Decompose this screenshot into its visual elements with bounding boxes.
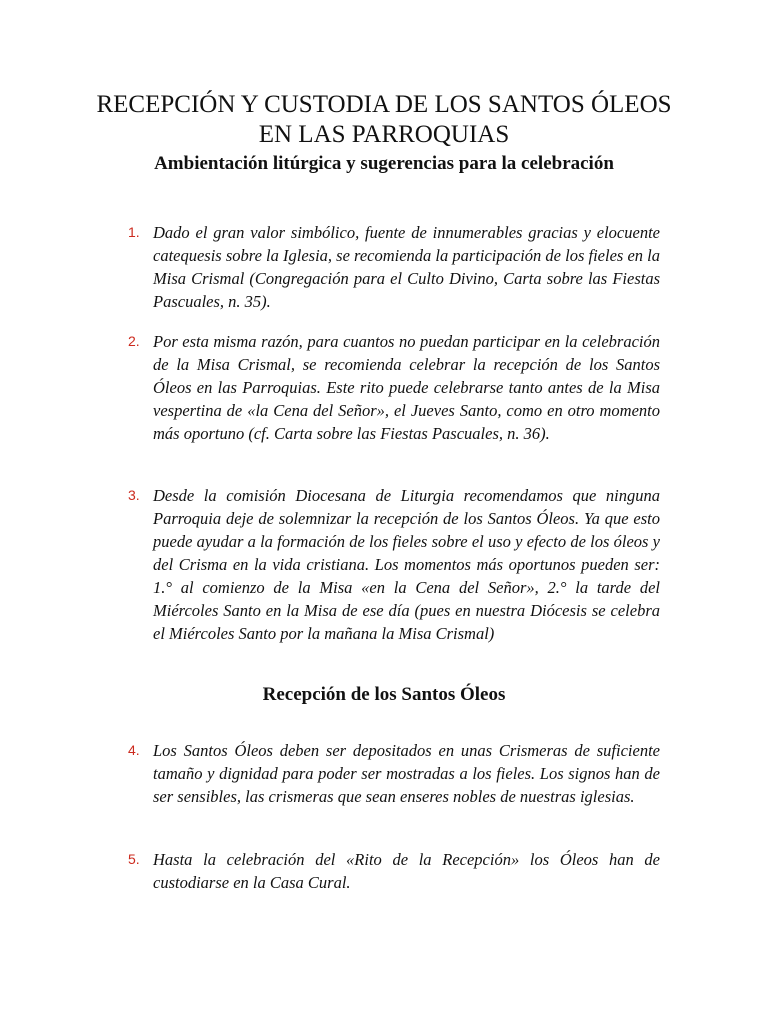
title-line-1: RECEPCIÓN Y CUSTODIA DE LOS SANTOS ÓLEOS (96, 91, 672, 118)
document-subtitle: Ambientación litúrgica y sugerencias para la celebración (154, 153, 614, 174)
item-text: Los Santos Óleos deben ser depositados en unas Crismeras de suficiente tamaño y dignidad para poder ser mostradas a los fieles. Los signos han de ser sensibles, las crismeras que sean enseres nobles de nuestras iglesias. (153, 741, 660, 806)
document-title (60, 90, 708, 150)
item-number: 2. (128, 333, 140, 349)
item-number: 1. (128, 224, 140, 240)
section-heading: Recepción de los Santos Óleos (262, 684, 506, 705)
item-number: 4. (128, 742, 140, 758)
list-item-1 (128, 221, 660, 313)
item-text: Hasta la celebración del «Rito de la Recepción» los Óleos han de custodiarse en la Casa Cural. (153, 850, 660, 892)
title-line-2: EN LAS PARROQUIAS (258, 121, 510, 148)
list-item-3 (128, 484, 660, 645)
list-item-4 (128, 739, 660, 808)
item-number: 5. (128, 851, 140, 867)
item-text: Por esta misma razón, para cuantos no puedan participar en la celebración de la Misa Crismal, se recomienda celebrar la recepción de los Santos Óleos en las Parroquias. Este rito puede celebrarse tanto antes de la Misa vespertina de «la Cena del Señor», el Jueves Santo, como en otro momento más oportuno (cf. Carta sobre las Fiestas Pascuales, n. 36). (153, 332, 660, 443)
item-text: Desde la comisión Diocesana de Liturgia recomendamos que ninguna Parroquia deje de solemnizar la recepción de los Santos Óleos. Ya que esto puede ayudar a la formación de los fieles sobre el uso y efecto de los óleos y del Crisma en la vida cristiana. Los momentos más oportunos pueden ser: 1.° al comienzo de la Misa «en la Cena del Señor», 2.° la tarde del Miércoles Santo en la Misa de ese día (pues en nuestra Diócesis se celebra el Miércoles Santo por la mañana la Misa Crismal) (153, 486, 660, 643)
item-number: 3. (128, 487, 140, 503)
list-item-2 (128, 330, 660, 445)
item-text: Dado el gran valor simbólico, fuente de innumerables gracias y elocuente catequesis sobre la Iglesia, se recomienda la participación de los fieles en la Misa Crismal (Congregación para el Culto Divino, Carta sobre las Fiestas Pascuales, n. 35). (153, 223, 660, 311)
list-item-5 (128, 848, 660, 894)
